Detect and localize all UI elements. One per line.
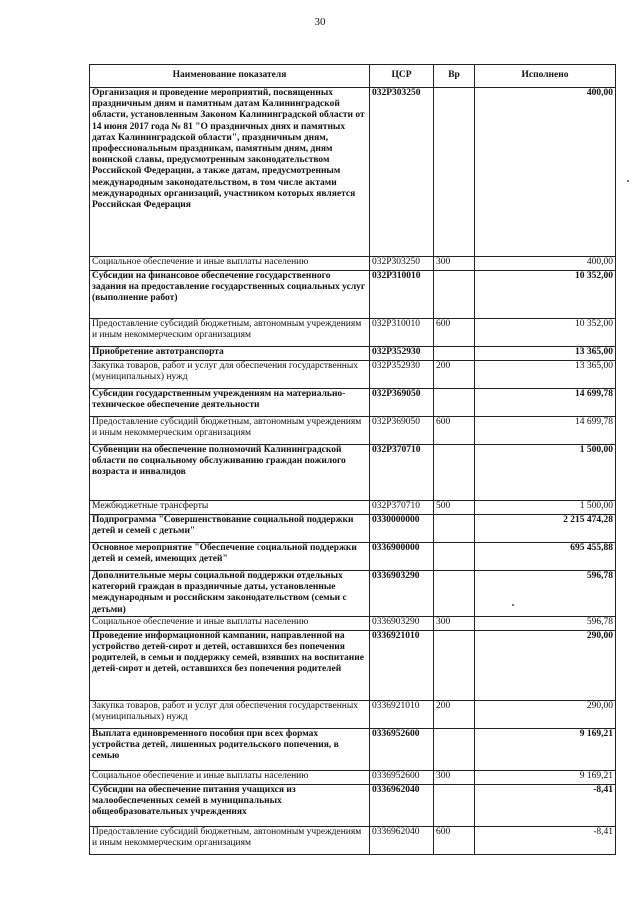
table-row (90, 770, 616, 784)
row-executed-cell: 290,00 (475, 700, 616, 728)
row-executed-cell: 2 215 474,28 (475, 515, 616, 543)
row-csr-cell: 032P370710 (370, 445, 434, 501)
row-vr-cell: 600 (434, 319, 475, 347)
row-name-cell: Организация и проведение мероприятий, посвященных праздничным дням и памятным датам Калининградской области, установленным Законом Калининградской области от 14 июня 2017 года № 81 "О праздничных днях и памятных датах Калининградской области", праздничным дням, профессиональным праздникам, памятным дням, дням воинской славы, предусмотренным законодательством Российской Федерации, а также датам, предусмотренным международным законодательством, в том числе актами международных организаций, участником которых является Российская Федерация (90, 88, 370, 257)
row-csr-cell: 0336962040 (370, 784, 434, 826)
row-csr-cell: 032P303250 (370, 88, 434, 257)
row-vr-cell (434, 515, 475, 543)
row-executed-cell: 13 365,00 (475, 361, 616, 389)
row-name-cell: Социальное обеспечение и иные выплаты населению (90, 770, 370, 784)
row-name-cell: Социальное обеспечение и иные выплаты населению (90, 257, 370, 271)
row-csr-cell: 0336903290 (370, 616, 434, 630)
row-csr-cell: 032P352930 (370, 361, 434, 389)
row-csr-cell: 0336921010 (370, 630, 434, 700)
row-vr-cell: 200 (434, 700, 475, 728)
row-vr-cell: 600 (434, 826, 475, 854)
header-name: Наименование показателя (90, 65, 370, 88)
row-vr-cell: 200 (434, 361, 475, 389)
row-csr-cell: 032P303250 (370, 257, 434, 271)
scan-speck (627, 180, 629, 182)
row-vr-cell: 300 (434, 257, 475, 271)
row-csr-cell: 0336903290 (370, 571, 434, 617)
table-row (90, 88, 616, 257)
row-executed-cell: 14 699,78 (475, 417, 616, 445)
row-executed-cell: 9 169,21 (475, 770, 616, 784)
table-row (90, 501, 616, 515)
row-executed-cell: 9 169,21 (475, 728, 616, 770)
table-row (90, 571, 616, 617)
scan-speck (512, 604, 514, 606)
table-row (90, 630, 616, 700)
row-name-cell: Предоставление субсидий бюджетным, автономным учреждениям и иным некоммерческим организациям (90, 417, 370, 445)
row-executed-cell: 596,78 (475, 571, 616, 617)
row-vr-cell (434, 389, 475, 417)
row-executed-cell: 1 500,00 (475, 501, 616, 515)
row-vr-cell (434, 571, 475, 617)
row-csr-cell: 0336900000 (370, 543, 434, 571)
row-executed-cell: 695 455,88 (475, 543, 616, 571)
table-row (90, 271, 616, 319)
row-executed-cell: -8,41 (475, 784, 616, 826)
page-number: 30 (314, 16, 326, 28)
header-vr: Вр (434, 65, 475, 88)
table-row (90, 616, 616, 630)
row-vr-cell: 300 (434, 770, 475, 784)
row-vr-cell (434, 543, 475, 571)
row-name-cell: Закупка товаров, работ и услуг для обеспечения государственных (муниципальных) нужд (90, 361, 370, 389)
row-executed-cell: 400,00 (475, 88, 616, 257)
row-name-cell: Закупка товаров, работ и услуг для обеспечения государственных (муниципальных) нужд (90, 700, 370, 728)
row-executed-cell: 596,78 (475, 616, 616, 630)
row-name-cell: Проведение информационной кампании, направленной на устройство детей-сирот и детей, оставшихся без попечения родителей, в семьи и поддержку семей, взявших на воспитание детей-сирот и детей, оставшихся без попечения родителей (90, 630, 370, 700)
row-executed-cell: 10 352,00 (475, 319, 616, 347)
table-row (90, 389, 616, 417)
row-vr-cell: 500 (434, 501, 475, 515)
row-name-cell: Межбюджетные трансферты (90, 501, 370, 515)
row-csr-cell: 032P369050 (370, 417, 434, 445)
row-executed-cell: 10 352,00 (475, 271, 616, 319)
header-executed: Исполнено (475, 65, 616, 88)
row-name-cell: Субвенции на обеспечение полномочий Калининградской области по социальному обслуживанию граждан пожилого возраста и инвалидов (90, 445, 370, 501)
table-row (90, 700, 616, 728)
table-row (90, 728, 616, 770)
row-executed-cell: 400,00 (475, 257, 616, 271)
table-row (90, 361, 616, 389)
row-vr-cell: 300 (434, 616, 475, 630)
row-name-cell: Подпрограмма "Совершенствование социальной поддержки детей и семей с детьми" (90, 515, 370, 543)
row-vr-cell (434, 271, 475, 319)
row-csr-cell: 0336952600 (370, 728, 434, 770)
row-name-cell: Приобретение автотранспорта (90, 347, 370, 361)
table-row (90, 784, 616, 826)
row-name-cell: Субсидии на финансовое обеспечение государственного задания на предоставление государственных социальных услуг (выполнение работ) (90, 271, 370, 319)
row-vr-cell (434, 630, 475, 700)
row-csr-cell: 0336921010 (370, 700, 434, 728)
table-row (90, 257, 616, 271)
row-vr-cell (434, 784, 475, 826)
row-name-cell: Дополнительные меры социальной поддержки отдельных категорий граждан в праздничные даты, установленные международным и российским законодательством (семьи с детьми) (90, 571, 370, 617)
row-vr-cell: 600 (434, 417, 475, 445)
row-csr-cell: 032P369050 (370, 389, 434, 417)
row-csr-cell: 032P310010 (370, 319, 434, 347)
table-row (90, 445, 616, 501)
table-row (90, 347, 616, 361)
row-csr-cell: 032P352930 (370, 347, 434, 361)
row-name-cell: Предоставление субсидий бюджетным, автономным учреждениям и иным некоммерческим организациям (90, 826, 370, 854)
row-csr-cell: 0336962040 (370, 826, 434, 854)
row-vr-cell (434, 728, 475, 770)
table-header-row (90, 65, 616, 88)
table-row (90, 319, 616, 347)
row-csr-cell: 0330000000 (370, 515, 434, 543)
row-csr-cell: 032P370710 (370, 501, 434, 515)
table-row (90, 515, 616, 543)
row-name-cell: Социальное обеспечение и иные выплаты населению (90, 616, 370, 630)
row-csr-cell: 032P310010 (370, 271, 434, 319)
row-name-cell: Предоставление субсидий бюджетным, автономным учреждениям и иным некоммерческим организациям (90, 319, 370, 347)
row-name-cell: Субсидии государственным учреждениям на материально-техническое обеспечение деятельности (90, 389, 370, 417)
row-vr-cell (434, 88, 475, 257)
row-executed-cell: 1 500,00 (475, 445, 616, 501)
table-row (90, 543, 616, 571)
row-vr-cell (434, 347, 475, 361)
row-executed-cell: 14 699,78 (475, 389, 616, 417)
row-name-cell: Выплата единовременного пособия при всех формах устройства детей, лишенных родительского попечения, в семью (90, 728, 370, 770)
table-row (90, 417, 616, 445)
row-name-cell: Субсидии на обеспечение питания учащихся из малообеспеченных семей в муниципальных общеобразовательных учреждениях (90, 784, 370, 826)
table-row (90, 826, 616, 854)
row-vr-cell (434, 445, 475, 501)
row-executed-cell: -8,41 (475, 826, 616, 854)
budget-execution-table (89, 64, 616, 855)
row-name-cell: Основное мероприятие "Обеспечение социальной поддержки детей и семей, имеющих детей" (90, 543, 370, 571)
row-executed-cell: 290,00 (475, 630, 616, 700)
header-csr: ЦСР (370, 65, 434, 88)
row-executed-cell: 13 365,00 (475, 347, 616, 361)
row-csr-cell: 0336952600 (370, 770, 434, 784)
